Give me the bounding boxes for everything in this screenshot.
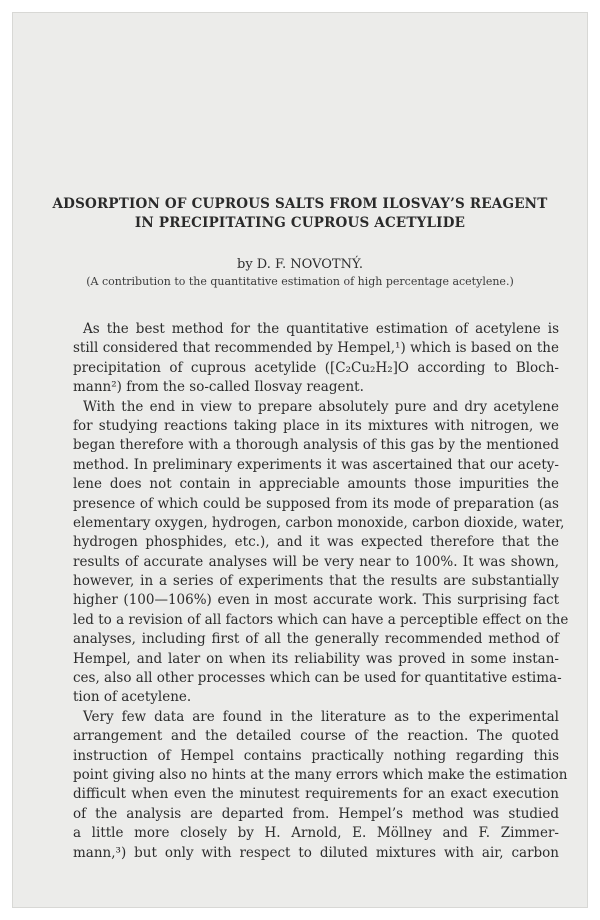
body-line: Hempel, and later on when its reliability was proved in some instan-: [73, 650, 559, 667]
body-line: ces, also all other processes which can be used for quantitative estima-: [73, 670, 562, 687]
body-line: began therefore with a thorough analysis of this gas by the mentioned: [73, 437, 559, 454]
subtitle-note: (A contribution to the quantitative estimation of high percentage acetylene.): [86, 275, 514, 288]
body-line: As the best method for the quantitative estimation of acetylene is: [83, 321, 559, 337]
body-line: a little more closely by H. Arnold, E. Möllney and F. Zimmer-: [73, 825, 559, 842]
body-line: lene does not contain in appreciable amounts those impurities the: [73, 476, 559, 493]
body-line: results of accurate analyses will be very near to 100%. It was shown,: [73, 553, 559, 570]
body-line: higher (100—106%) even in most accurate work. This surprising fact: [73, 592, 559, 609]
author-line: by D. F. NOVOTNÝ.: [237, 257, 363, 272]
article-title: [12, 195, 588, 233]
body-line: however, in a series of experiments that the results are substantially: [73, 573, 559, 590]
body-line: hydrogen phosphides, etc.), and it was expected therefore that the: [73, 534, 559, 551]
body-line: instruction of Hempel contains practically nothing regarding this: [73, 747, 559, 764]
body-line: for studying reactions taking place in its mixtures with nitrogen, we: [73, 417, 559, 434]
body-line: tion of acetylene.: [73, 689, 192, 706]
body-line: presence of which could be supposed from its mode of preparation (as: [73, 495, 559, 512]
body-line: elementary oxygen, hydrogen, carbon monoxide, carbon dioxide, water,: [73, 514, 565, 531]
body-line: led to a revision of all factors which can have a perceptible effect on the: [73, 611, 569, 628]
title-line-2: IN PRECIPITATING CUPROUS ACETYLIDE: [134, 215, 466, 231]
body-line: Very few data are found in the literature as to the experimental: [83, 708, 559, 725]
body-line: point giving also no hints at the many errors which make the estimation: [73, 766, 568, 783]
body-line: precipitation of cuprous acetylide ([C₂Cu₂H₂]O according to Bloch-: [73, 359, 559, 376]
body-line: With the end in view to prepare absolutely pure and dry acetylene: [83, 398, 559, 415]
body-line: arrangement and the detailed course of the reaction. The quoted: [73, 728, 559, 745]
title-line-1: ADSORPTION OF CUPROUS SALTS FROM ILOSVAY’S REAGENT: [52, 196, 548, 212]
body-line: mann²) from the so-called Ilosvay reagent.: [73, 379, 364, 396]
article-body: [73, 320, 569, 863]
body-line: still considered that recommended by Hempel,¹) which is based on the: [73, 340, 559, 357]
paper-page: [12, 12, 588, 908]
body-line: difficult when even the minutest requirements for an exact execution: [73, 786, 559, 803]
body-line: of the analysis are departed from. Hempel’s method was studied: [73, 805, 559, 822]
body-line: method. In preliminary experiments it was ascertained that our acety-: [73, 456, 559, 473]
body-line: analyses, including first of all the generally recommended method of: [73, 631, 559, 648]
body-line: mann,³) but only with respect to diluted mixtures with air, carbon: [73, 844, 559, 861]
